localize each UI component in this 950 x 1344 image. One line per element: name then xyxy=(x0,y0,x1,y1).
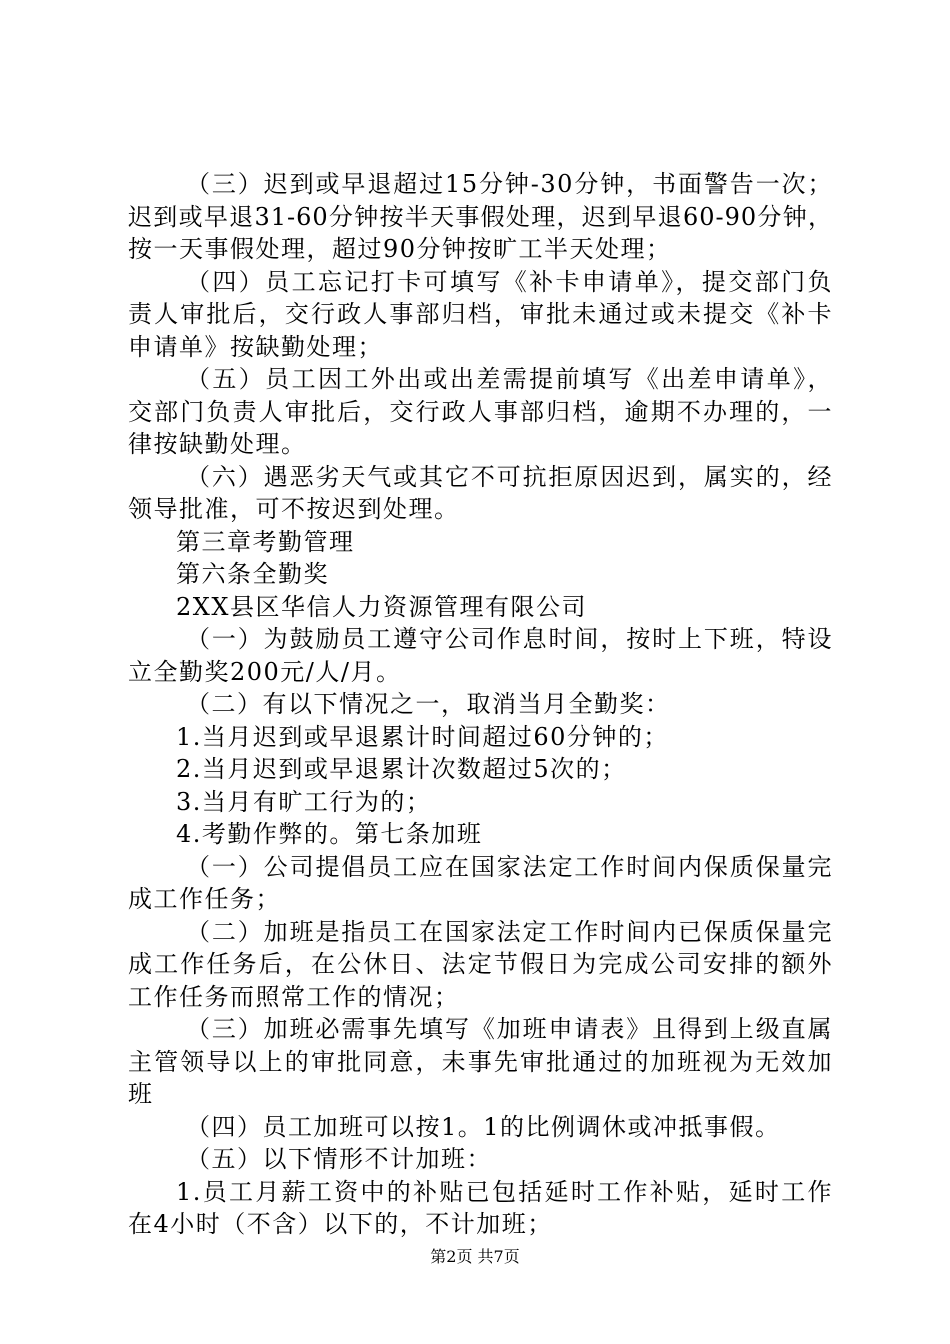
text-line: 3.当月有旷工行为的； xyxy=(176,787,432,816)
text-line: 主管领导以上的审批同意，未事先审批通过的加班视为无效加 xyxy=(128,1047,833,1076)
text-line: 在4小时（不含）以下的，不计加班； xyxy=(128,1210,553,1238)
text-line: 第三章考勤管理 xyxy=(176,527,355,556)
text-line: 2.当月迟到或早退累计次数超过5次的； xyxy=(176,755,627,783)
page-footer: 第2页 共7页 xyxy=(430,1247,520,1266)
text-line: （一）公司提倡员工应在国家法定工作时间内保质保量完 xyxy=(186,852,833,881)
document-body xyxy=(128,168,833,1241)
text-line: （三）迟到或早退超过15分钟-30分钟，书面警告一次； xyxy=(186,170,833,198)
text-line: 工作任务而照常工作的情况； xyxy=(128,982,460,1011)
text-line: 领导批准，可不按迟到处理。 xyxy=(128,495,460,523)
text-line: 责人审批后，交行政人事部归档，审批未通过或未提交《补卡 xyxy=(128,300,833,328)
text-line: 2XX县区华信人力资源管理有限公司 xyxy=(176,592,587,621)
text-line: 律按缺勤处理。 xyxy=(128,430,307,458)
text-line: （三）加班必需事先填写《加班申请表》且得到上级直属 xyxy=(186,1015,833,1043)
text-line: （四）员工加班可以按1。1的比例调休或冲抵事假。 xyxy=(186,1112,781,1141)
text-line: 按一天事假处理，超过90分钟按旷工半天处理； xyxy=(128,235,672,263)
text-line: （五）以下情形不计加班： xyxy=(186,1145,492,1173)
text-line: 迟到或早退31-60分钟按半天事假处理，迟到早退60-90分钟， xyxy=(128,202,833,231)
text-line: 申请单》按缺勤处理； xyxy=(128,332,383,361)
text-line: （五）员工因工外出或出差需提前填写《出差申请单》， xyxy=(186,365,833,393)
text-line: （一）为鼓励员工遵守公司作息时间，按时上下班，特设 xyxy=(186,625,833,653)
text-line: 立全勤奖200元/人/月。 xyxy=(128,657,402,686)
text-line: 1.员工月薪工资中的补贴已包括延时工作补贴，延时工作 xyxy=(176,1177,833,1206)
text-line: 1.当月迟到或早退累计时间超过60分钟的； xyxy=(176,722,669,751)
text-line: （二）加班是指员工在国家法定工作时间内已保质保量完 xyxy=(186,917,833,946)
text-line: 交部门负责人审批后，交行政人事部归档，逾期不办理的，一 xyxy=(128,397,833,426)
text-line: 第六条全勤奖 xyxy=(176,560,329,588)
text-line: 班 xyxy=(128,1080,154,1108)
text-line: 4.考勤作弊的。第七条加班 xyxy=(176,820,483,848)
text-line: 成工作任务后，在公休日、法定节假日为完成公司安排的额外 xyxy=(128,950,833,978)
text-line: （四）员工忘记打卡可填写《补卡申请单》，提交部门负 xyxy=(186,267,833,296)
text-line: 成工作任务； xyxy=(128,885,281,913)
text-line: （六）遇恶劣天气或其它不可抗拒原因迟到，属实的，经 xyxy=(186,462,833,491)
text-line: （二）有以下情况之一，取消当月全勤奖： xyxy=(186,690,671,718)
